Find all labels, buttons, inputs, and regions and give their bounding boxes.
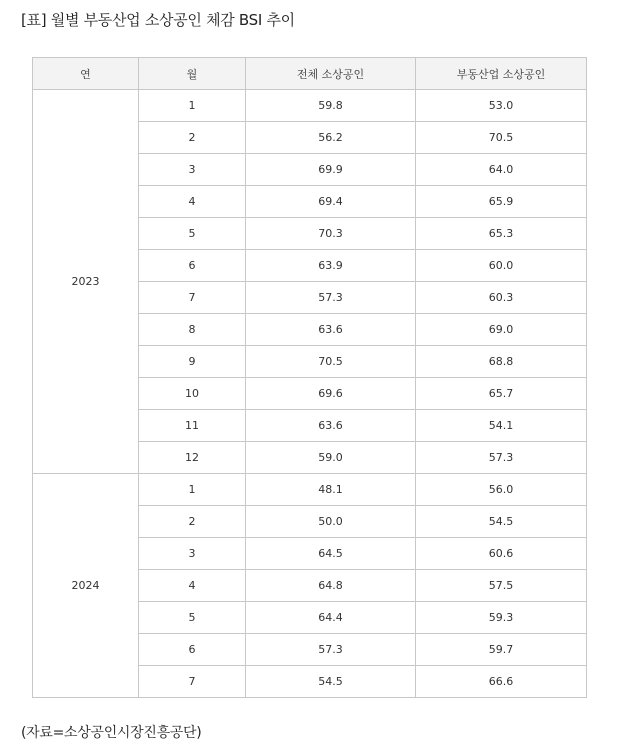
table-row	[33, 474, 587, 506]
all-small-business-value: 69.9	[246, 154, 416, 186]
header-month: 월	[139, 58, 246, 90]
month-cell: 10	[139, 378, 246, 410]
all-small-business-value: 70.3	[246, 218, 416, 250]
real-estate-value: 59.3	[416, 602, 587, 634]
real-estate-value: 65.3	[416, 218, 587, 250]
real-estate-value: 56.0	[416, 474, 587, 506]
table-body	[33, 90, 587, 698]
year-cell: 2023	[33, 90, 139, 474]
header-real-estate-small-business: 부동산업 소상공인	[416, 58, 587, 90]
bsi-table	[32, 57, 587, 698]
all-small-business-value: 69.6	[246, 378, 416, 410]
all-small-business-value: 63.9	[246, 250, 416, 282]
table-header-row	[33, 58, 587, 90]
source-note: (자료=소상공인시장진흥공단)	[21, 725, 202, 741]
month-cell: 2	[139, 122, 246, 154]
real-estate-value: 54.1	[416, 410, 587, 442]
header-all-small-business: 전체 소상공인	[246, 58, 416, 90]
month-cell: 7	[139, 666, 246, 698]
month-cell: 12	[139, 442, 246, 474]
month-cell: 1	[139, 90, 246, 122]
real-estate-value: 59.7	[416, 634, 587, 666]
all-small-business-value: 56.2	[246, 122, 416, 154]
all-small-business-value: 63.6	[246, 410, 416, 442]
month-cell: 9	[139, 346, 246, 378]
real-estate-value: 69.0	[416, 314, 587, 346]
month-cell: 11	[139, 410, 246, 442]
month-cell: 1	[139, 474, 246, 506]
all-small-business-value: 64.4	[246, 602, 416, 634]
all-small-business-value: 64.8	[246, 570, 416, 602]
all-small-business-value: 57.3	[246, 634, 416, 666]
month-cell: 5	[139, 218, 246, 250]
all-small-business-value: 54.5	[246, 666, 416, 698]
real-estate-value: 60.0	[416, 250, 587, 282]
month-cell: 8	[139, 314, 246, 346]
month-cell: 3	[139, 538, 246, 570]
real-estate-value: 65.7	[416, 378, 587, 410]
month-cell: 4	[139, 570, 246, 602]
all-small-business-value: 70.5	[246, 346, 416, 378]
real-estate-value: 54.5	[416, 506, 587, 538]
all-small-business-value: 59.0	[246, 442, 416, 474]
real-estate-value: 70.5	[416, 122, 587, 154]
real-estate-value: 64.0	[416, 154, 587, 186]
all-small-business-value: 59.8	[246, 90, 416, 122]
month-cell: 4	[139, 186, 246, 218]
all-small-business-value: 57.3	[246, 282, 416, 314]
real-estate-value: 68.8	[416, 346, 587, 378]
month-cell: 7	[139, 282, 246, 314]
month-cell: 5	[139, 602, 246, 634]
all-small-business-value: 50.0	[246, 506, 416, 538]
real-estate-value: 66.6	[416, 666, 587, 698]
all-small-business-value: 64.5	[246, 538, 416, 570]
real-estate-value: 57.5	[416, 570, 587, 602]
month-cell: 3	[139, 154, 246, 186]
real-estate-value: 60.3	[416, 282, 587, 314]
month-cell: 6	[139, 250, 246, 282]
real-estate-value: 53.0	[416, 90, 587, 122]
all-small-business-value: 48.1	[246, 474, 416, 506]
all-small-business-value: 63.6	[246, 314, 416, 346]
table-row	[33, 90, 587, 122]
table-title: [표] 월별 부동산업 소상공인 체감 BSI 추이	[21, 11, 295, 29]
year-cell: 2024	[33, 474, 139, 698]
month-cell: 6	[139, 634, 246, 666]
month-cell: 2	[139, 506, 246, 538]
header-year: 연	[33, 58, 139, 90]
real-estate-value: 60.6	[416, 538, 587, 570]
all-small-business-value: 69.4	[246, 186, 416, 218]
real-estate-value: 57.3	[416, 442, 587, 474]
real-estate-value: 65.9	[416, 186, 587, 218]
